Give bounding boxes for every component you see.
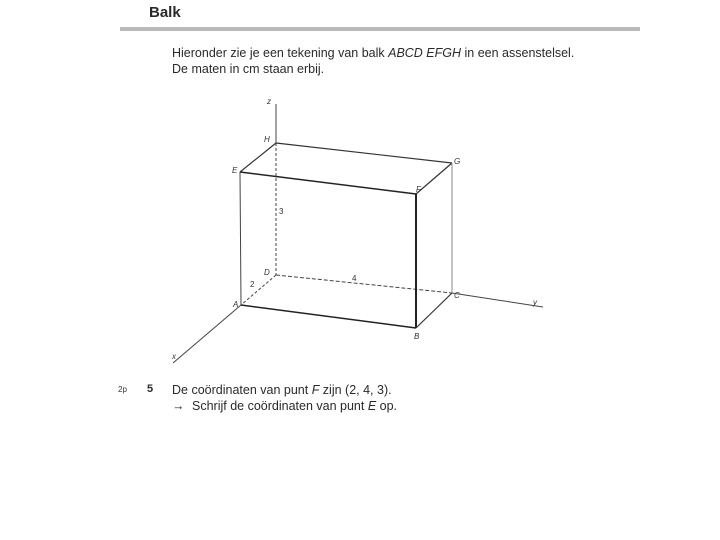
label-D: D (264, 268, 270, 277)
y-axis-hidden (276, 275, 452, 293)
intro-line-1-pre: Hieronder zie je een tekening van balk (172, 46, 389, 60)
label-A: A (233, 300, 239, 309)
label-C: C (454, 291, 460, 300)
label-B: B (414, 332, 420, 341)
label-axis-y: y (533, 298, 537, 307)
question-line-1-post: zijn (2, 4, 3). (319, 383, 392, 397)
edge-EA (240, 172, 241, 305)
question-line-1-pre: De coördinaten van punt (172, 383, 312, 397)
question-points: 2p (118, 385, 127, 394)
question-line-1 (172, 382, 397, 398)
label-axis-x: x (172, 352, 176, 361)
question-line-2-pre: Schrijf de coördinaten van punt (192, 399, 368, 413)
intro-line-1-post: in een assenstelsel. (461, 46, 575, 60)
edge-EH (240, 143, 276, 172)
label-axis-z: z (267, 97, 271, 106)
question-point-E: E (367, 399, 377, 413)
dimension-width: 2 (250, 280, 255, 289)
label-E: E (232, 166, 238, 175)
arrow-icon: → (172, 399, 185, 413)
edge-HG (276, 143, 452, 163)
dimension-length: 4 (352, 274, 357, 283)
x-axis (173, 305, 241, 363)
question-text (172, 382, 397, 414)
label-G: G (454, 157, 461, 166)
label-F: F (416, 185, 421, 194)
page-title: Balk (149, 4, 181, 21)
edge-FG (416, 163, 452, 194)
edge-AB (241, 305, 416, 328)
question-line-2 (172, 398, 397, 414)
edge-FE (240, 172, 416, 194)
question-point-F: F (311, 383, 320, 397)
cuboid-name: ABCD EFGH (388, 46, 462, 60)
x-axis-hidden (241, 275, 276, 305)
y-axis (452, 293, 543, 307)
label-H: H (264, 135, 270, 144)
question-line-2-post: op. (376, 399, 398, 413)
question-number: 5 (147, 383, 154, 395)
intro-line-2: De maten in cm staan erbij. (172, 62, 325, 76)
edge-BC (416, 293, 452, 328)
dimension-height: 3 (279, 207, 284, 216)
